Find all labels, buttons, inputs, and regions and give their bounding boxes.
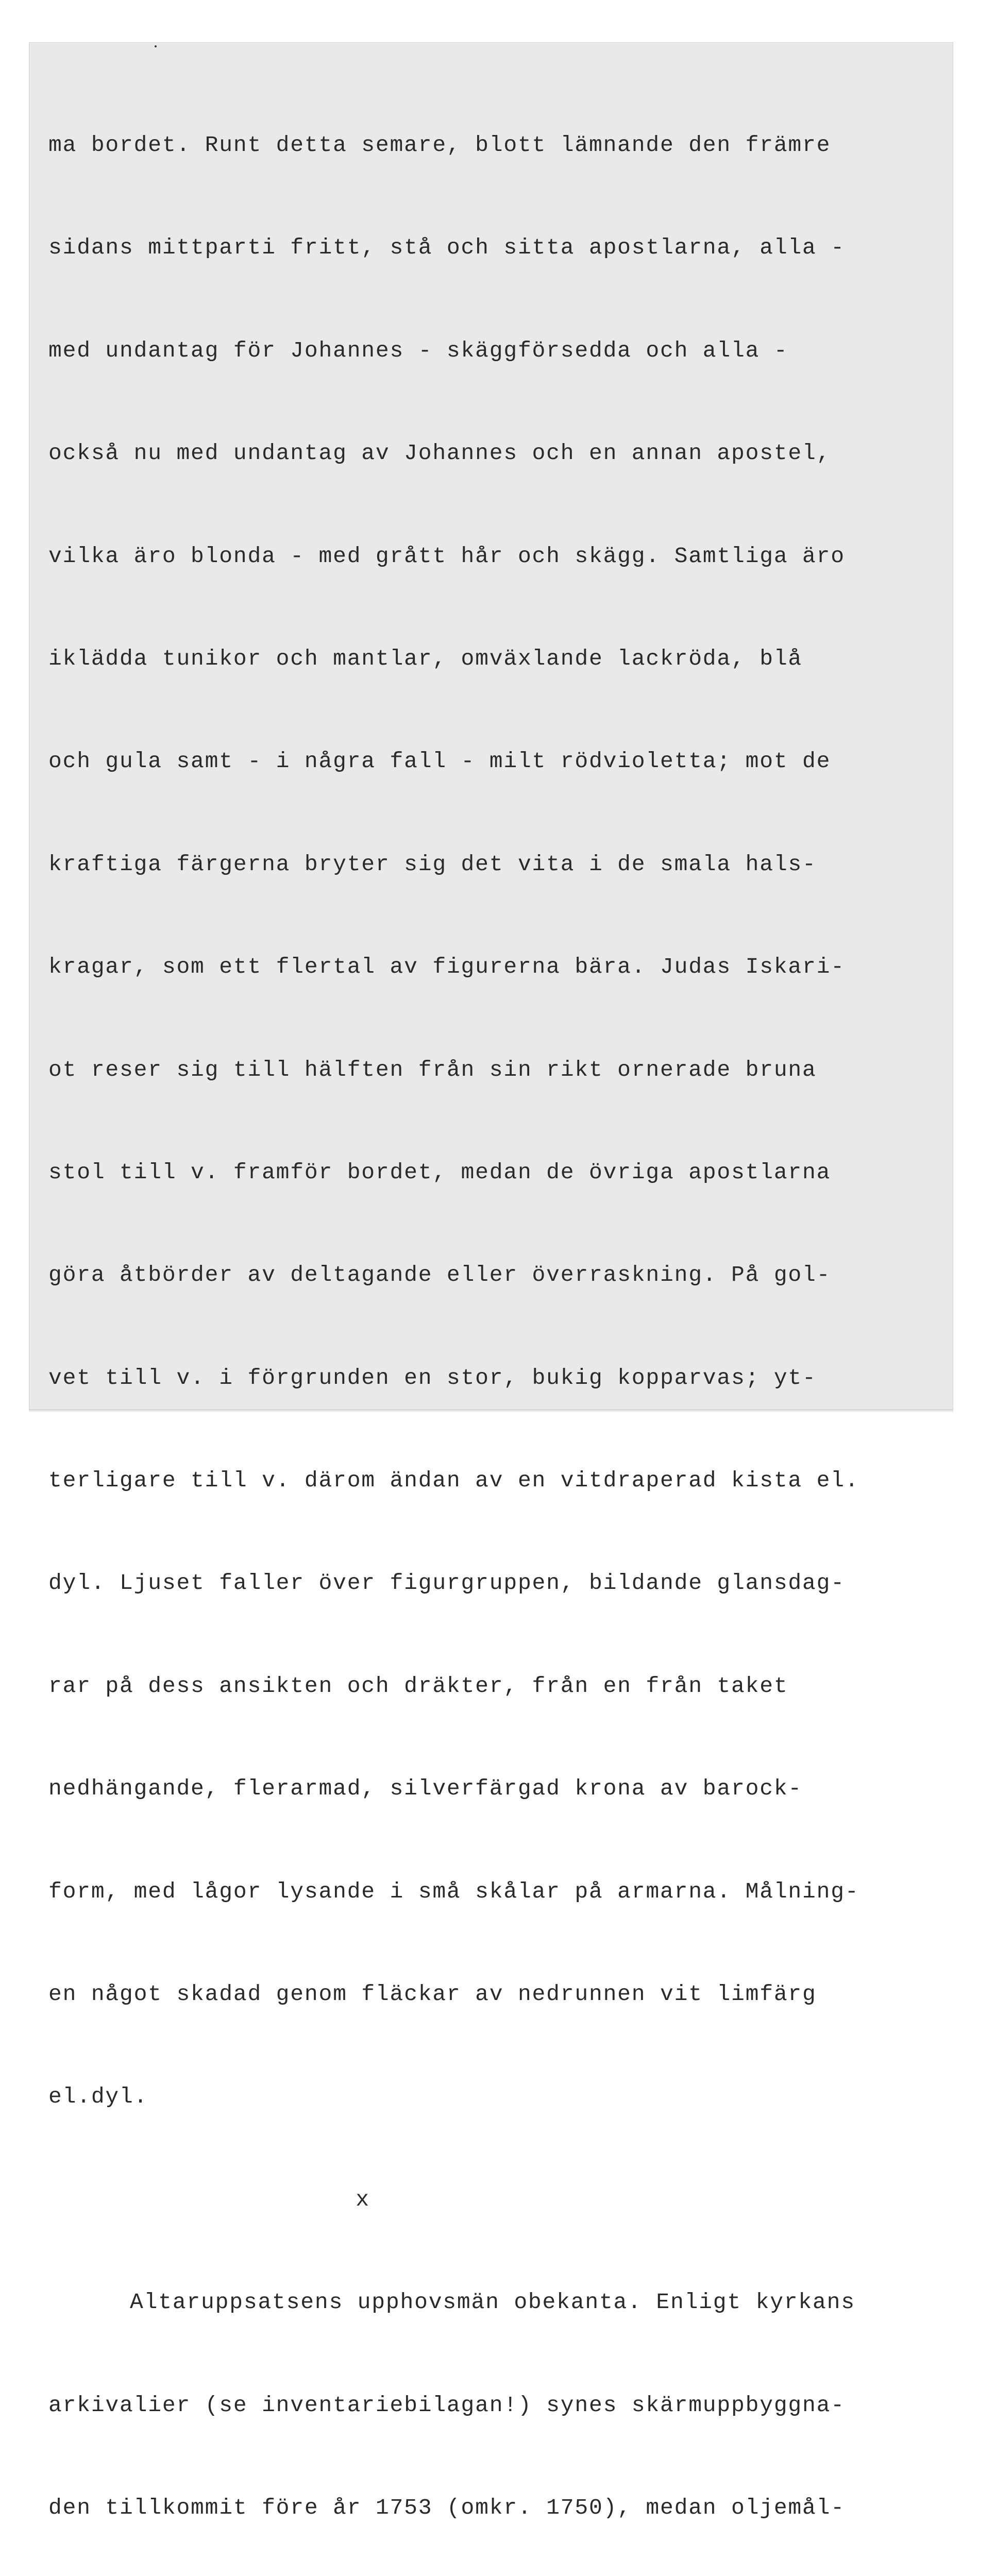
- text-line: sidans mittparti fritt, stå och sitta apostlarna, alla -: [48, 235, 845, 261]
- text-line: ma bordet. Runt detta semare, blott lämnande den främre: [48, 132, 831, 158]
- text-line: el.dyl.: [48, 2084, 148, 2110]
- text-line: ot reser sig till hälften från sin rikt ornerade bruna: [48, 1057, 817, 1082]
- text-line: också nu med undantag av Johannes och en annan apostel,: [48, 440, 831, 466]
- paragraph-first-line: Altaruppsatsens upphovsmän obekanta. Enligt kyrkans: [130, 2290, 855, 2315]
- text-line: kragar, som ett flertal av figurerna bära. Judas Iskari-: [48, 954, 845, 980]
- text-line: form, med lågor lysande i små skålar på armarna. Målning-: [48, 1878, 859, 1904]
- text-line: kraftiga färgerna bryter sig det vita i de smala hals-: [48, 851, 817, 877]
- typewritten-text: [48, 84, 945, 2576]
- section-separator: x: [356, 2187, 370, 2212]
- text-line: göra åtbörder av deltagande eller överraskning. På gol-: [48, 1262, 831, 1288]
- text-line: nedhängande, flerarmad, silverfärgad krona av barock-: [48, 1776, 803, 1802]
- text-line: terligare till v. därom ändan av en vitdraperad kista el.: [48, 1468, 859, 1494]
- text-line: en något skadad genom fläckar av nedrunnen vit limfärg: [48, 1981, 817, 2007]
- text-line: rar på dess ansikten och dräkter, från en från taket: [48, 1673, 788, 1699]
- text-line: stol till v. framför bordet, medan de övriga apostlarna: [48, 1159, 831, 1185]
- text-line: arkivalier (se inventariebilagan!) synes skärmuppbyggna-: [48, 2392, 845, 2418]
- text-line: vilka äro blonda - med grått hår och skägg. Samtliga äro: [48, 543, 845, 569]
- text-line: med undantag för Johannes - skäggförsedda och alla -: [48, 337, 788, 363]
- text-line: vet till v. i förgrunden en stor, bukig kopparvas; yt-: [48, 1365, 817, 1391]
- ink-speck: [155, 45, 157, 47]
- text-line: dyl. Ljuset faller över figurgruppen, bildande glansdag-: [48, 1570, 845, 1596]
- text-line: den tillkommit före år 1753 (omkr. 1750), medan oljemål-: [48, 2495, 845, 2520]
- text-line: och gula samt - i några fall - milt rödvioletta; mot de: [48, 749, 831, 774]
- text-line: iklädda tunikor och mantlar, omväxlande lackröda, blå: [48, 646, 803, 671]
